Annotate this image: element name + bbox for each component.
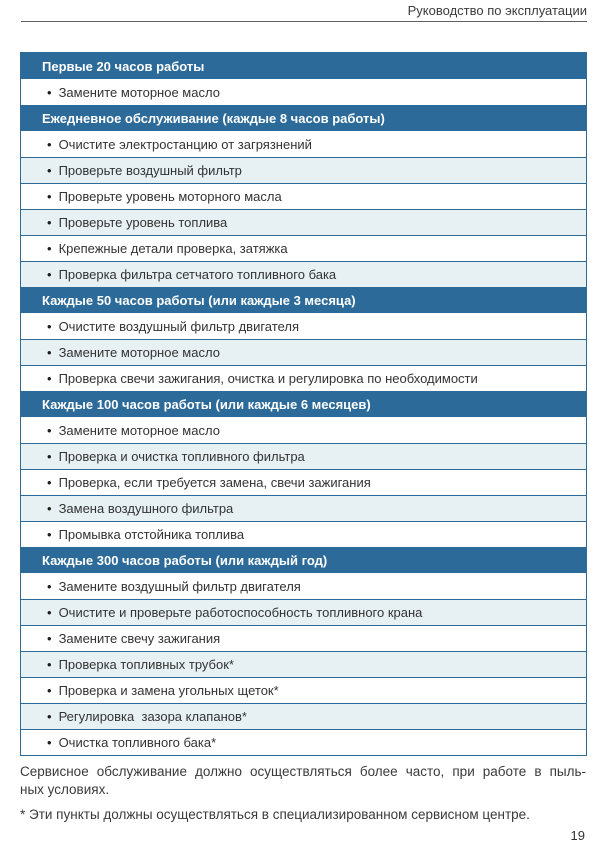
table-row (21, 703, 586, 729)
section-header-every-100-hours: Каждые 100 часов работы (или каждые 6 месяцев) (21, 391, 586, 417)
bullet-icon: • (47, 605, 52, 620)
row-label: Очистите и проверьте работоспособность топливного крана (58, 605, 423, 620)
table-row (21, 339, 586, 365)
row-label: Проверка и очистка топливного фильтра (58, 449, 305, 464)
table-row (21, 521, 586, 547)
page-number: 19 (570, 828, 585, 843)
row-label: Проверка, если требуется замена, свечи зажигания (58, 475, 371, 490)
table-row (21, 729, 586, 755)
row-label: Промывка отстойника топлива (58, 527, 245, 542)
bullet-icon: • (47, 709, 52, 724)
bullet-icon: • (47, 189, 52, 204)
row-label: Замените воздушный фильтр двигателя (58, 578, 301, 594)
row-label: Замена воздушного фильтра (58, 501, 234, 516)
table-row (21, 79, 586, 105)
row-label: Проверьте уровень моторного масла (58, 189, 282, 204)
row-label: Проверка фильтра сетчатого топливного бака (58, 267, 337, 282)
row-label: Очистите воздушный фильтр двигателя (58, 318, 299, 334)
bullet-icon: • (47, 527, 52, 542)
section-header-daily-8-hours: Ежедневное обслуживание (каждые 8 часов работы) (21, 105, 586, 131)
row-label: Проверка и замена угольных щеток* (58, 683, 279, 698)
page-header-title: Руководство по эксплуатации (21, 3, 587, 22)
row-label: Проверьте уровень топлива (58, 215, 228, 230)
table-row (21, 625, 586, 651)
table-row (21, 677, 586, 703)
row-label: Очистка топливного бака* (58, 735, 217, 750)
bullet-icon: • (47, 657, 52, 672)
bullet-icon: • (47, 215, 52, 230)
maintenance-schedule-table (20, 52, 587, 756)
footer-note-service-center: * Эти пункты должны осуществляться в специализированном сервисном центре. (20, 807, 530, 822)
bullet-icon: • (47, 501, 52, 516)
bullet-icon: • (47, 267, 52, 282)
table-row (21, 417, 586, 443)
bullet-icon: • (47, 345, 52, 360)
bullet-icon: • (47, 163, 52, 178)
table-row (21, 313, 586, 339)
footer-notes (20, 763, 586, 824)
row-label: Замените моторное масло (58, 84, 220, 100)
bullet-icon: • (47, 371, 52, 386)
bullet-icon: • (47, 136, 52, 152)
row-label: Очистите электростанцию от загрязнений (58, 136, 312, 152)
row-label: Замените моторное масло (58, 345, 220, 360)
table-row (21, 599, 586, 625)
row-label: Проверка топливных трубок* (58, 657, 234, 672)
table-row (21, 235, 586, 261)
table-row (21, 209, 586, 235)
row-label: Проверка свечи зажигания, очистка и регулировка по необходимости (58, 371, 478, 386)
bullet-icon: • (47, 578, 52, 594)
bullet-icon: • (47, 475, 52, 490)
row-label: Замените моторное масло (58, 422, 220, 438)
table-row (21, 469, 586, 495)
table-row (21, 261, 586, 287)
table-row (21, 443, 586, 469)
bullet-icon: • (47, 318, 52, 334)
bullet-icon: • (47, 241, 52, 256)
row-label: Регулировка зазора клапанов* (58, 709, 247, 724)
bullet-icon: • (47, 735, 52, 750)
bullet-icon: • (47, 631, 52, 646)
row-label: Крепежные детали проверка, затяжка (58, 241, 288, 256)
bullet-icon: • (47, 449, 52, 464)
table-row (21, 573, 586, 599)
table-row (21, 157, 586, 183)
footer-note-dusty-conditions-line2: ных условиях. (20, 782, 110, 797)
section-header-every-300-hours: Каждые 300 часов работы (или каждый год) (21, 547, 586, 573)
bullet-icon: • (47, 84, 52, 100)
footer-note-dusty-conditions-line1: Сервисное обслуживание должно осуществляться более часто, при работе в пыль- (20, 764, 586, 779)
table-row (21, 495, 586, 521)
table-row (21, 131, 586, 157)
row-label: Замените свечу зажигания (58, 631, 221, 646)
table-row (21, 365, 586, 391)
row-label: Проверьте воздушный фильтр (58, 163, 242, 178)
bullet-icon: • (47, 683, 52, 698)
table-row (21, 651, 586, 677)
bullet-icon: • (47, 422, 52, 438)
section-header-every-50-hours: Каждые 50 часов работы (или каждые 3 месяца) (21, 287, 586, 313)
section-header-first-20-hours: Первые 20 часов работы (21, 53, 586, 79)
table-row (21, 183, 586, 209)
